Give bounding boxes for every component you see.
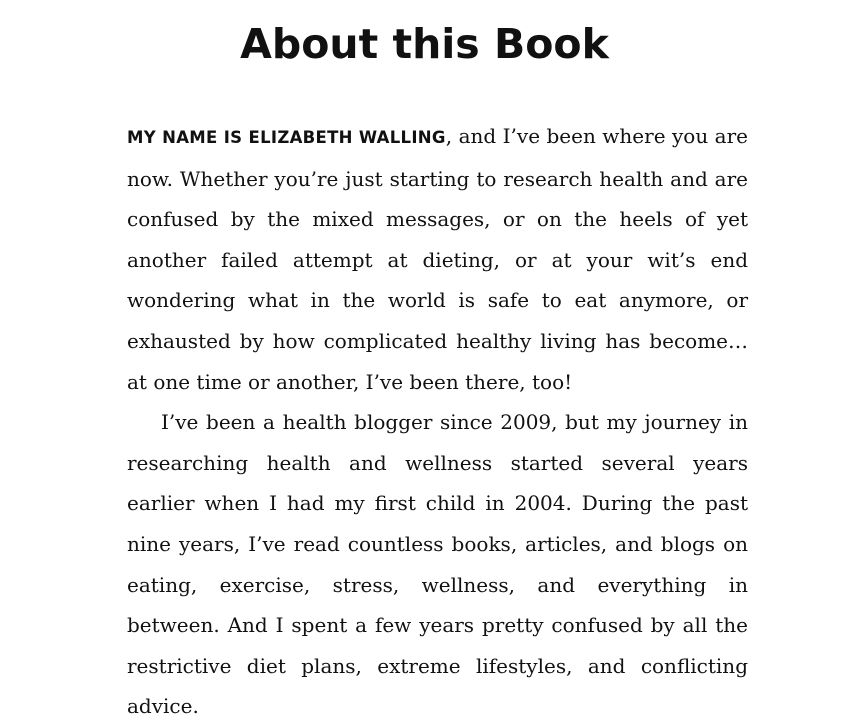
paragraph-intro-text: , and I’ve been where you are now. Whether you’re just starting to research health and are confused by the mixed messages, or on the heels of yet another failed attempt at dieting, or at your wit’s end wondering what in the world is safe to eat anymore, or exhausted by how complicated healthy living has become… at one time or another, I’ve been there, too!	[127, 124, 748, 394]
page-title: About this Book	[240, 20, 609, 68]
body-text	[127, 116, 748, 727]
author-name-lead: MY NAME IS ELIZABETH WALLING	[127, 128, 446, 147]
paragraph-intro	[127, 116, 748, 402]
paragraph-journey: I’ve been a health blogger since 2009, but my journey in researching health and wellness started several years earlier when I had my first child in 2004. During the past nine years, I’ve read countless books, articles, and blogs on eating, exercise, stress, wellness, and everything in between. And I spent a few years pretty confused by all the restrictive diet plans, extreme lifestyles, and conflicting advice.	[127, 410, 748, 719]
